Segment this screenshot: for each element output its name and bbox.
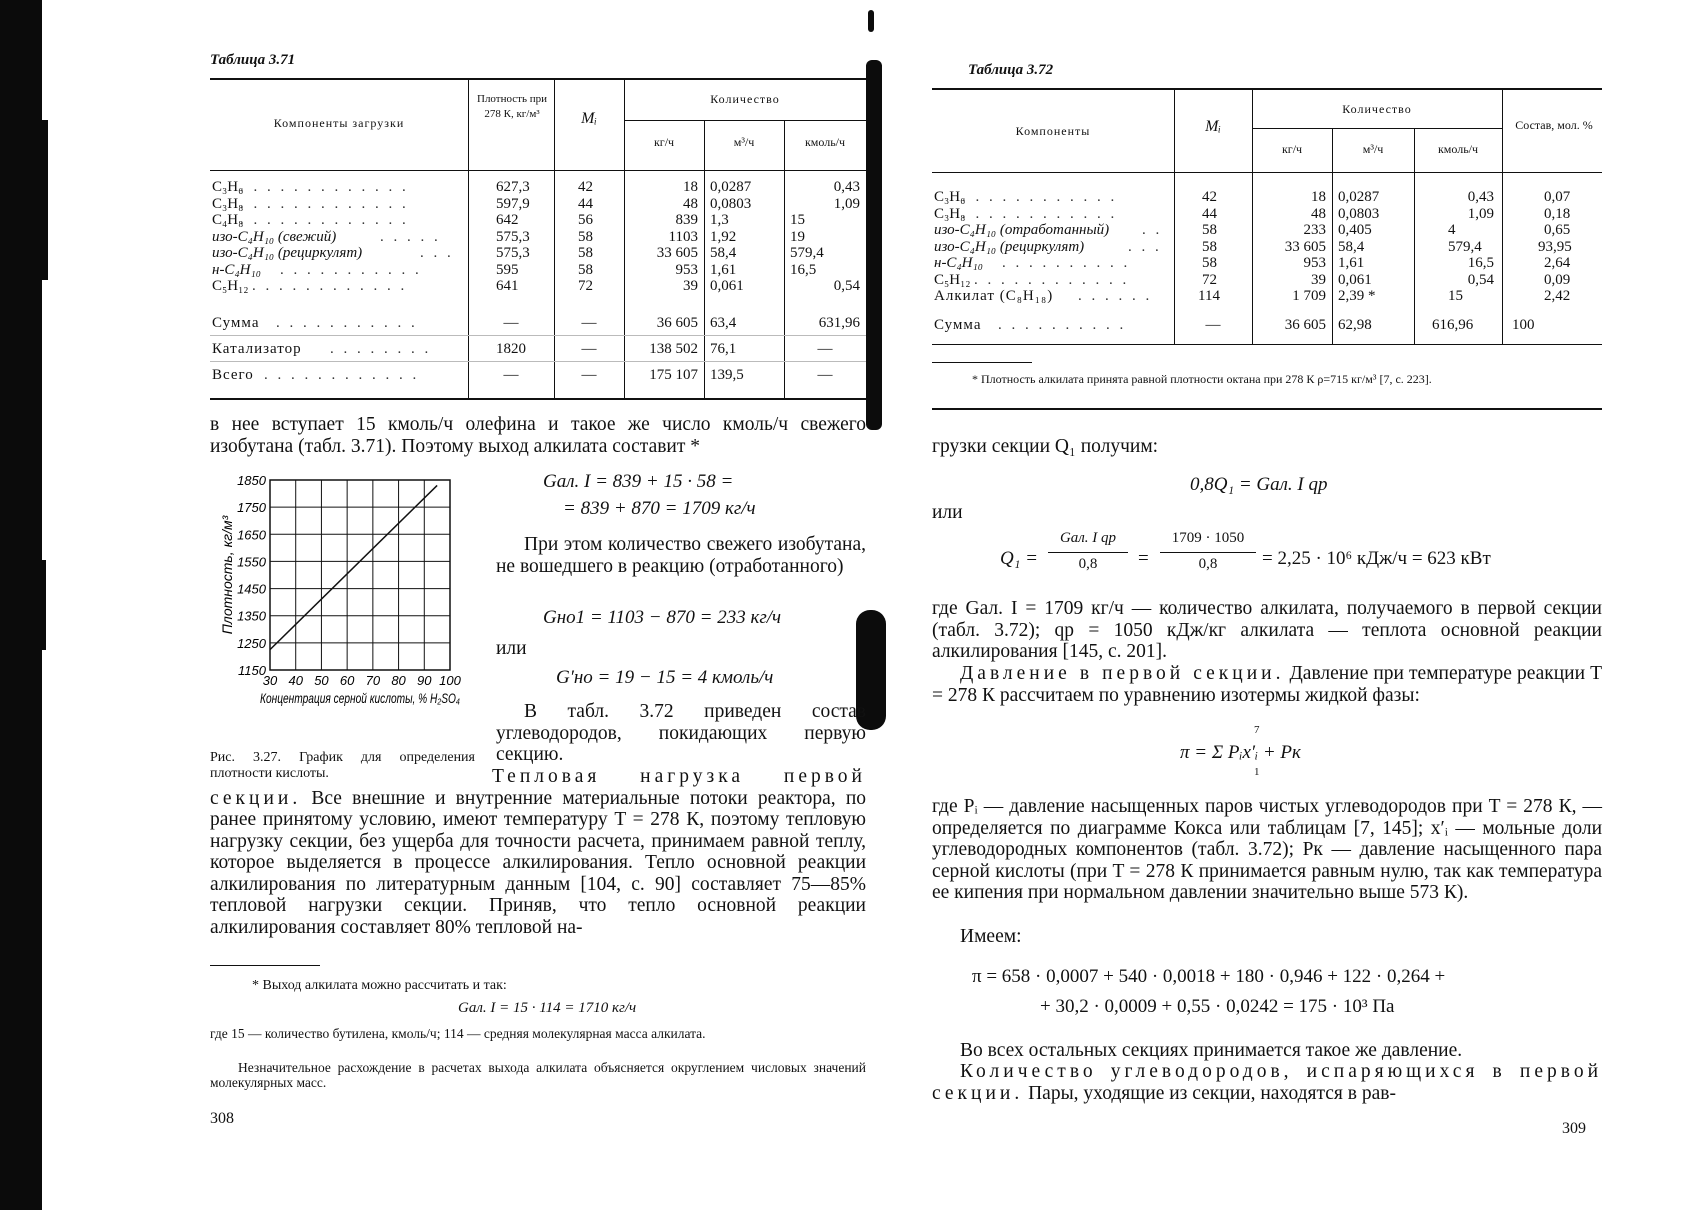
chart-x-tick-label: 80: [391, 673, 406, 688]
section-heading-pressure: Давление в первой секции.: [960, 663, 1285, 684]
table-row: н-C₄H₁₀ . . . . . . . . . . . 595 58 953 1,61 16,5: [212, 261, 817, 278]
paragraph-3: Давление в первой секции. Давление при температуре реакции T = 278 К рассчитаем по уравнению изотермы жидкой фазы:: [932, 663, 1603, 706]
chart-x-tick-label: 50: [314, 673, 329, 688]
paragraph-4-body: Все внешние и внутренние материальные потоки реактора, по ранее принятому условию, имеют температуру T = 278 К, поэтому тепловую нагрузку секции, без ущерба для точности расчета, принимаем равной теплу, которое выделяется в процессе алкилирования. Тепло основной реакции алкилирования по литературным данным [104, с. 90] составляет 75—85% тепловой нагрузки секции. Приняв, что тепло основной реакции алкилирования составляет 80% тепловой на-: [210, 787, 866, 938]
table-row: C₃H₆ . . . . . . . . . . . . . 627,3 42 18 0,0287 0,43: [212, 179, 860, 195]
left-page: [38, 0, 866, 1210]
table-row: C₃H₈ . . . . . . . . . . . . . 597,9 44 48 0,0803 1,09: [212, 195, 860, 212]
paragraph-3: В табл. 3.72 приведен состав углеводородов, покидающих первую секцию.: [496, 701, 866, 765]
header-mi: Mᵢ: [1205, 118, 1221, 135]
table-note-rule: [932, 362, 1032, 363]
hline: [624, 120, 866, 121]
header-kmol: кмоль/ч: [804, 135, 846, 149]
chart-x-tick-label: 60: [339, 673, 355, 688]
table-row: Сумма . . . . . . . . . . . — — 36 605 63,4 631,96: [212, 315, 860, 331]
header-quantity: Количество: [710, 92, 780, 106]
hline: [1252, 128, 1502, 129]
scan-left-edge: [0, 0, 42, 1210]
header-quantity: Количество: [1342, 102, 1412, 116]
table-row: C₅H₁₂ . . . . . . . . . . . . 641 72 39 0,061 0,54: [212, 278, 860, 294]
table-row: C₃H₆ . . . . . . . . . . . . 42 18 0,0287 0,43 0,07: [934, 189, 1571, 205]
chart-y-tick-label: 1350: [237, 608, 266, 624]
footnote-2: где 15 — количество бутилена, кмоль/ч; 114 — средняя молекулярная масса алкилата.: [210, 1026, 706, 1041]
table-row: C₃H₈ . . . . . . . . . . . . 44 48 0,0803 1,09 0,18: [934, 205, 1571, 222]
table-3-72-title: Таблица 3.72: [968, 62, 1054, 78]
header-composition: Состав, мол. %: [1515, 118, 1593, 132]
table-note: * Плотность алкилата принята равной плотности октана при 278 К ρ=715 кг/м³ [7, с. 223].: [972, 372, 1432, 386]
paragraph-1: в нее вступает 15 кмоль/ч олефина и такое же число кмоль/ч свежего изобутана (табл. 3.71). Поэтому выход алкилата составит *: [210, 414, 866, 457]
table-row: изо-C₄H₁₀ (свежий) . . . . . 575,3 58 1103 1,92 19: [212, 228, 805, 245]
section-heading-heat: Тепловая нагрузка первой секции.: [210, 766, 866, 809]
fraction-bar: [1160, 552, 1256, 553]
table-3-71-title: Таблица 3.71: [210, 52, 296, 68]
right-page: [880, 0, 1680, 1210]
vline: [1502, 90, 1503, 172]
paragraph-6: Во всех остальных секциях принимается такое же давление.: [960, 1040, 1463, 1061]
page-number-right: 309: [1562, 1120, 1586, 1137]
header-kg: кг/ч: [653, 135, 675, 149]
header-mi: Mᵢ: [581, 110, 597, 127]
header-kmol: кмоль/ч: [1437, 142, 1479, 156]
gutter-mark: [868, 10, 874, 32]
chart-x-tick-label: 90: [417, 673, 432, 688]
row-divider: [210, 335, 866, 336]
section-heading-evaporation: Количество углеводородов, испаряющихся в первой секции.: [932, 1061, 1602, 1104]
table-3-71-body: [210, 171, 866, 400]
equation-pi: 7 π = Σ Pᵢx′ᵢ + Pк 1: [1180, 724, 1301, 778]
table-row: изо-C₄H₁₀ (отработанный) . . 58 233 0,405 4 0,65: [934, 222, 1571, 238]
chart-x-tick-label: 70: [365, 673, 381, 688]
table-row: C₅H₁₂ . . . . . . . . . . . . 72 39 0,061 0,54 0,09: [934, 271, 1571, 288]
chart-y-tick-label: 1750: [237, 500, 266, 516]
header-components: Компоненты загрузки: [273, 116, 405, 130]
header-density: Плотность при 278 К, кг/м³: [477, 93, 547, 120]
paragraph-4: где Pᵢ — давление насыщенных паров чистых углеводородов при T = 278 К, — определяется по диаграмме Кокса или таблицам [7, 145]; x′ᵢ — мольные доли углеводородных компонентов (табл. 3.72); Pк — давление насыщенного пара серной кислоты (при T = 278 К принимается равным нулю, так как температура ее кипения при нормальном давлении значительно выше 573 К).: [932, 796, 1602, 903]
footnote-equation: Gал. I = 15 · 114 = 1710 кг/ч: [458, 1000, 637, 1016]
chart-x-axis-label: Концентрация серной кислоты, % H₂SO₄: [260, 690, 461, 706]
fraction-bar: [1048, 552, 1128, 553]
equation-2: Q₁ = Gал. I qр 0,8 = 1709 · 1050 0,8 = 2,25 · 10⁶ кДж/ч = 623 кВт: [1000, 530, 1491, 572]
chart-y-axis-label: Плотность, кг/м³: [219, 515, 235, 635]
table-row: н-C₄H₁₀ . . . . . . . . . . 58 953 1,61 16,5 2,64: [934, 255, 1571, 271]
chart-y-tick-label: 1550: [237, 554, 266, 570]
chart-y-tick-label: 1850: [237, 473, 266, 488]
paragraph-2: При этом количество свежего изобутана, не вошедшего в реакцию (отработанного): [496, 534, 866, 577]
equation-1: 0,8Q₁ = Gал. I qр: [1190, 474, 1328, 495]
footnote-1: * Выход алкилата можно рассчитать и так:: [252, 978, 507, 993]
density-chart: [210, 470, 490, 740]
chart-y-tick-label: 1450: [237, 581, 266, 597]
chart-series-line: [270, 485, 437, 649]
equation-2: Gно1 = 1103 − 870 = 233 кг/ч: [543, 607, 782, 628]
paragraph-7: Количество углеводородов, испаряющихся в первой секции. Пары, уходящие из секции, находятся в рав-: [932, 1061, 1602, 1104]
header-kg: кг/ч: [1281, 142, 1303, 156]
table-3-72-header: [932, 90, 1602, 172]
equation-calc-line-1: π = 658 · 0,0007 + 540 · 0,0018 + 180 · 0,946 + 122 · 0,264 +: [972, 966, 1446, 987]
table-3-71-header: [210, 80, 866, 170]
row-divider: [210, 361, 866, 362]
page-number-left: 308: [210, 1110, 234, 1127]
header-m3: м³/ч: [733, 135, 755, 149]
footnote-rule: [210, 965, 320, 966]
header-m3: м³/ч: [1362, 142, 1384, 156]
table-row: C₄H₈ . . . . . . . . . . . . . 642 56 839 1,3 15: [212, 212, 805, 228]
chart-y-tick-label: 1150: [238, 663, 266, 678]
table-row: Катализатор . . . . . . . . 1820 — 138 502 76,1 —: [212, 341, 833, 357]
or-text-1: или: [496, 638, 527, 659]
table-note-bottom-rule: [932, 408, 1602, 410]
chart-y-tick-label: 1250: [237, 635, 266, 651]
paragraph-5: Имеем:: [960, 926, 1022, 947]
table-bottom-rule: [210, 398, 866, 400]
equation-1-line-2: = 839 + 870 = 1709 кг/ч: [563, 498, 756, 519]
chart-y-tick-label: 1650: [237, 527, 266, 543]
or-text-1: или: [932, 502, 963, 523]
table-row: изо-C₄H₁₀ (рециркулят) . . . 58 33 605 58,4 579,4 93,95: [934, 238, 1572, 255]
table-rows: [210, 179, 866, 295]
paragraph-2: где Gал. I = 1709 кг/ч — количество алкилата, получаемого в первой секции (табл. 3.72); qр = 1050 кДж/кг алкилата — теплота основной реакции алкилирования [145, с. 201].: [932, 598, 1602, 662]
table-row: Алкилат (C₈H₁₈) . . . . . . 114 1 709 2,39 * 15 2,42: [934, 288, 1571, 304]
figure-caption: Рис. 3.27. График для определения плотности кислоты.: [210, 750, 475, 781]
chart-frame: [270, 480, 450, 670]
footnote-3: Незначительное расхождение в расчетах выхода алкилата объясняется округлением числовых значений молекулярных масс.: [210, 1060, 866, 1090]
table-bottom-rule: [932, 344, 1602, 345]
table-row: изо-C₄H₁₀ (рециркулят) . . . 575,3 58 33 605 58,4 579,4: [212, 245, 824, 261]
paragraph-4: [210, 766, 866, 938]
chart-x-tick-label: 100: [439, 673, 461, 688]
paragraph-1: грузки секции Q₁ получим:: [932, 436, 1159, 457]
table-sum-rows: [210, 311, 866, 401]
chart-x-tick-label: 40: [288, 673, 303, 688]
table-rows: [932, 189, 1602, 305]
header-components: Компоненты: [1015, 124, 1091, 138]
equation-calc-line-2: + 30,2 · 0,0009 + 0,55 · 0,0242 = 175 · 10³ Па: [1040, 996, 1395, 1017]
chart-x-tick-label: 30: [262, 673, 278, 688]
table-row: Сумма . . . . . . . . . . — 36 605 62,98 616,96 100: [934, 317, 1535, 333]
equation-3: G′но = 19 − 15 = 4 кмоль/ч: [556, 667, 774, 688]
table-3-72-body: [932, 173, 1602, 345]
equation-1-line-1: Gал. I = 839 + 15 · 58 =: [543, 471, 734, 492]
table-row: Всего . . . . . . . . . . . . — — 175 107 139,5 —: [212, 367, 833, 383]
vline: [468, 80, 469, 170]
